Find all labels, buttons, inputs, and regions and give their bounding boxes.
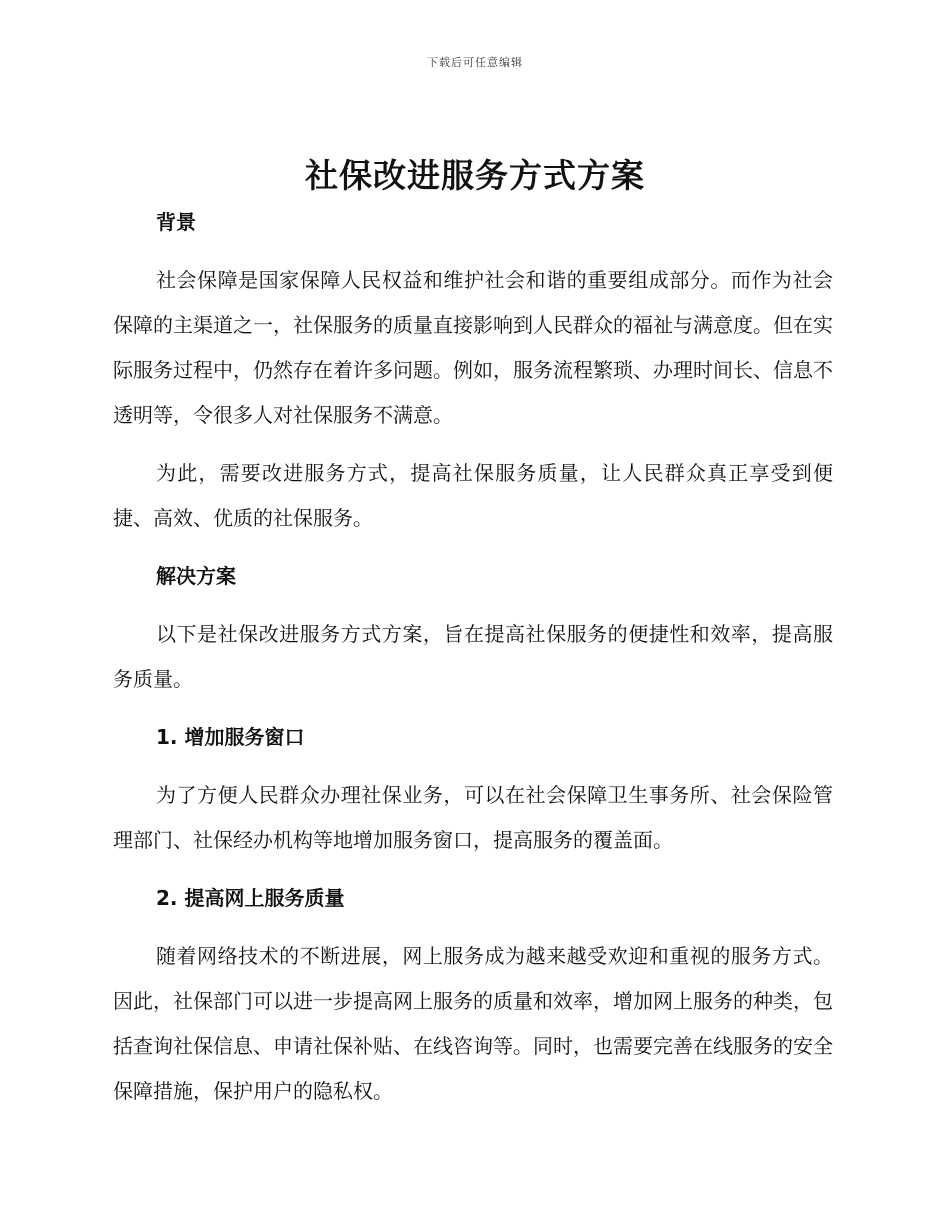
document-body (113, 200, 833, 1114)
section-heading-item-2: 2. 提高网上服务质量 (156, 886, 345, 910)
section-heading-solution: 解决方案 (156, 564, 236, 588)
background-paragraph-1: 社会保障是国家保障人民权益和维护社会和谐的重要组成部分。而作为社会保障的主渠道之一，社保服务的质量直接影响到人民群众的福祉与满意度。但在实际服务过程中，仍然存在着许多问题。例如，服务流程繁琐、办理时间长、信息不透明等，令很多人对社保服务不满意。 (113, 268, 833, 427)
page-header-note: 下载后可任意编辑 (427, 56, 523, 69)
solution-paragraph-1: 以下是社保改进服务方式方案，旨在提高社保服务的便捷性和效率，提高服务质量。 (113, 622, 833, 691)
item-1-paragraph: 为了方便人民群众办理社保业务，可以在社会保障卫生事务所、社会保险管理部门、社保经办机构等地增加服务窗口，提高服务的覆盖面。 (113, 783, 833, 852)
document-title: 社保改进服务方式方案 (305, 156, 645, 195)
item-2-paragraph: 随着网络技术的不断进展，网上服务成为越来越受欢迎和重视的服务方式。因此，社保部门可以进一步提高网上服务的质量和效率，增加网上服务的种类，包括查询社保信息、申请社保补贴、在线咨询等。同时，也需要完善在线服务的安全保障措施，保护用户的隐私权。 (113, 944, 833, 1103)
section-heading-item-1: 1. 增加服务窗口 (156, 725, 305, 749)
section-heading-background: 背景 (156, 210, 196, 234)
background-paragraph-2: 为此，需要改进服务方式，提高社保服务质量，让人民群众真正享受到便捷、高效、优质的社保服务。 (113, 461, 833, 530)
